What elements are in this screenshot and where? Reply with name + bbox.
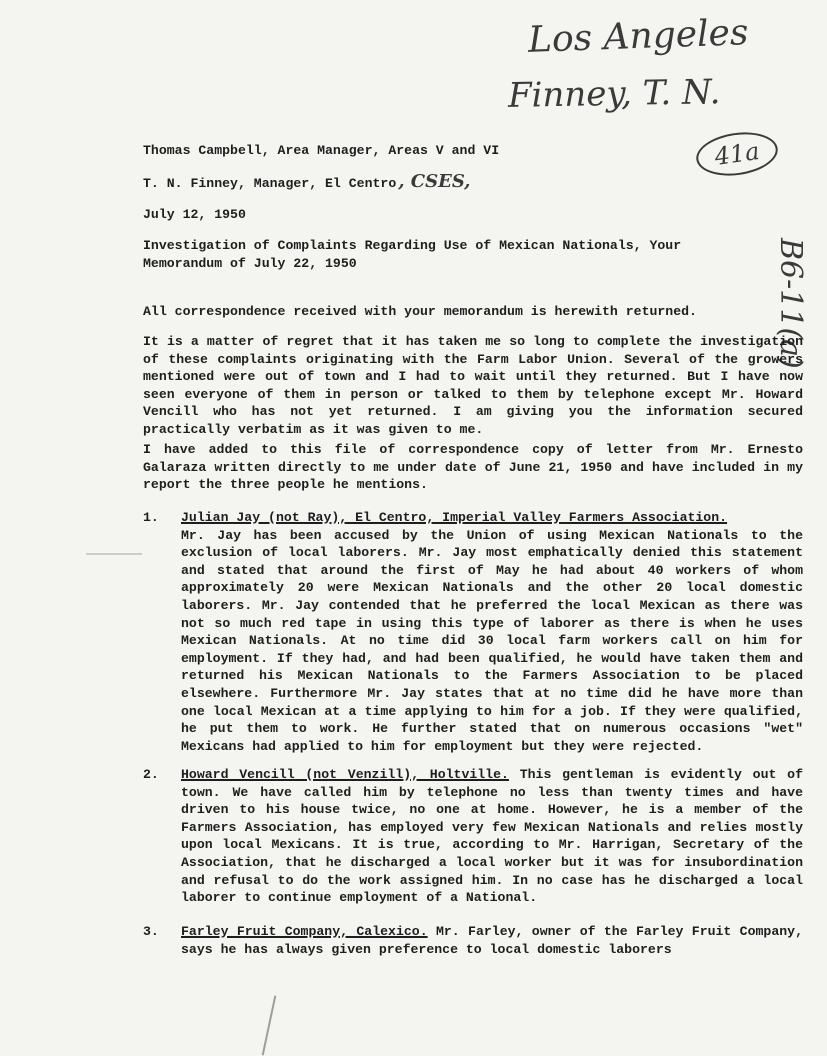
handwritten-inline-note: , CSES, <box>398 171 471 192</box>
paragraph-2: It is a matter of regret that it has taken me so long to complete the investigation of these complaints originating with the Farm Labor Union. Several of the growers mentioned were out of town and I had to wait until they returned. But I have now seen everyone of them in person or talked to them by telephone except Mr. Howard Vencill who has not yet returned. I am giving you the information secured practically verbatim as it was given to me. <box>143 334 803 437</box>
memo-subject-line-1: Investigation of Complaints Regarding Use of Mexican Nationals, Your <box>143 238 682 253</box>
item-number: 2. <box>143 767 159 782</box>
item-body <box>181 923 803 958</box>
list-item <box>143 923 803 958</box>
memo-to: Thomas Campbell, Area Manager, Areas V and VI <box>143 143 500 158</box>
memo-from: T. N. Finney, Manager, El Centro <box>143 176 397 191</box>
item-number: 1. <box>143 510 159 525</box>
item-text: Mr. Jay has been accused by the Union of using Mexican Nationals to the exclusion of local laborers. Mr. Jay most emphatically denied this statement and stated that around the first of May he had about 40 workers of whom approximately 20 were Mexican Nationals and the other 20 local domestic laborers. Mr. Jay contended that he preferred the local Mexican as there was not so much red tape in using this type of laborer as there is when he uses Mexican Nationals. At no time did 30 local farm workers call on him for employment. If they had, and had been qualified, he would have taken them and returned his Mexican Nationals to the Farmers Association to be placed elsewhere. Furthermore Mr. Jay states that at no time did he have more than one local Mexican at a time applying to him for a job. If they were qualified, he put them to work. He further stated that on numerous occasions "wet" Mexicans had applied to him for employment but they were rejected. <box>181 527 803 754</box>
item-text: This gentleman is evidently out of town. We have called him by telephone no less than twenty times and have driven to his house twice, no one at home. However, he is a member of the Farmers Association, has employed very few Mexican Nationals and relies mostly upon local Mexicans. It is true, according to Mr. Harrigan, Secretary of the Association, that he discharged a local worker but it was for insubordination and refusal to do the work assigned him. In no case has he discharged a local laborer to continue employment of a National. <box>181 767 803 906</box>
margin-reference: B6-11(a) <box>773 238 808 369</box>
item-heading: Howard Vencill (not Venzill), Holtville. <box>181 767 509 782</box>
item-body <box>181 509 803 755</box>
item-heading: Julian Jay (not Ray), El Centro, Imperial Valley Farmers Association. <box>181 510 728 525</box>
handwritten-name: Finney, T. N. <box>507 72 721 116</box>
item-number: 3. <box>143 924 159 939</box>
memo-date: July 12, 1950 <box>143 207 246 222</box>
paragraph-3: I have added to this file of correspondence copy of letter from Mr. Ernesto Galaraza written directly to me under date of June 21, 1950 and have included in my report the three people he mentions. <box>143 442 803 493</box>
paragraph-1: All correspondence received with your memorandum is herewith returned. <box>143 304 697 319</box>
memo-from-line <box>143 172 470 194</box>
list-item <box>143 766 803 907</box>
pencil-stroke <box>262 995 277 1055</box>
item-text: Mr. Farley, owner of the Farley Fruit Company, says he has always given preference to local domestic laborers <box>181 924 803 957</box>
list-item <box>143 509 803 755</box>
item-heading: Farley Fruit Company, Calexico. <box>181 924 428 939</box>
handwritten-city: Los Angeles <box>527 12 749 61</box>
margin-mark <box>86 553 142 555</box>
memo-subject-line-2: Memorandum of July 22, 1950 <box>143 256 357 271</box>
item-body <box>181 766 803 907</box>
circled-file-number: 41a <box>693 127 780 180</box>
